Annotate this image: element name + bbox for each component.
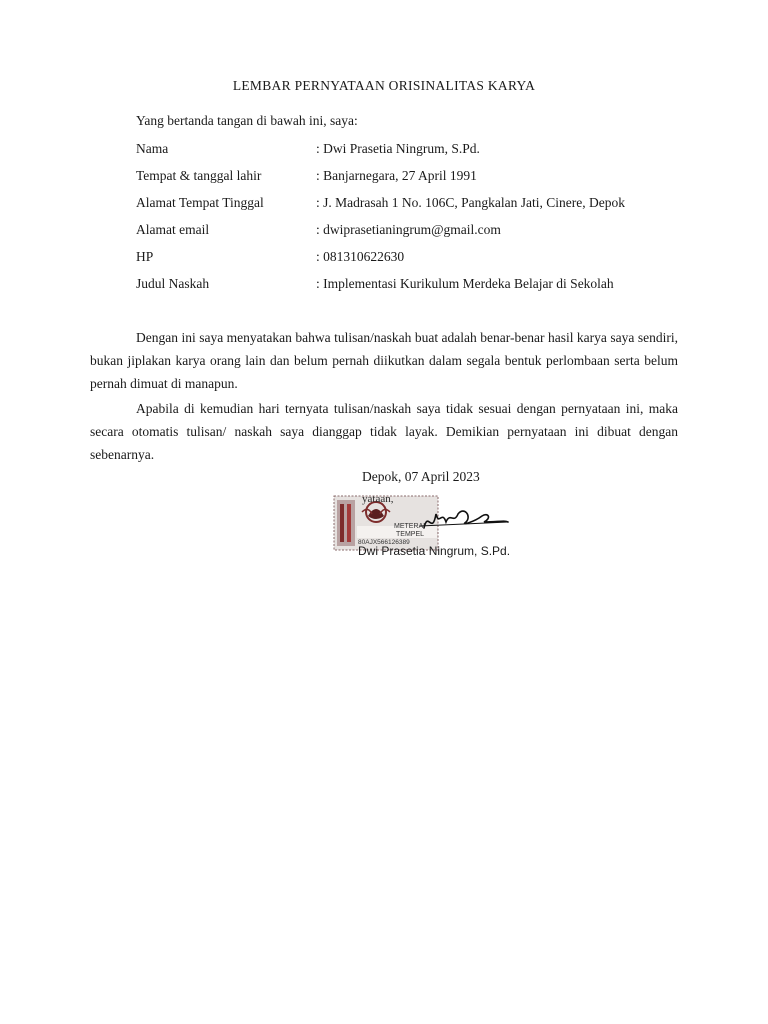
field-row-name <box>136 141 480 157</box>
place-date: Depok, 07 April 2023 <box>362 469 480 484</box>
field-label: Tempat & tanggal lahir <box>136 168 262 183</box>
stamp-text-line2: TEMPEL <box>396 531 425 538</box>
field-row-birth <box>136 168 477 184</box>
document-title: LEMBAR PERNYATAAN ORISINALITAS KARYA <box>232 78 536 93</box>
field-value: : J. Madrasah 1 No. 106C, Pangkalan Jati, Cinere, Depok <box>316 195 625 210</box>
field-label: HP <box>136 249 154 264</box>
field-label: Nama <box>136 141 169 156</box>
field-value: : Banjarnegara, 27 April 1991 <box>316 168 477 183</box>
field-label: Alamat Tempat Tinggal <box>136 195 264 210</box>
statement-paragraph: Dengan ini saya menyatakan bahwa tulisan/naskah buat adalah benar-benar hasil karya saya sendiri, bukan jiplakan karya orang lain dan belum pernah diikutkan dalam segala bentuk perlombaan serta belum pernah dimuat di manapun. <box>90 330 678 391</box>
field-label: Alamat email <box>136 222 210 237</box>
field-row-email <box>136 222 501 238</box>
field-value: : dwiprasetianingrum@gmail.com <box>316 222 501 237</box>
field-row-phone <box>136 249 404 265</box>
signature-caption: yataan, <box>362 493 394 505</box>
field-label: Judul Naskah <box>136 276 210 291</box>
field-value: : Dwi Prasetia Ningrum, S.Pd. <box>316 141 480 156</box>
signature-block <box>332 492 512 564</box>
field-value: : Implementasi Kurikulum Merdeka Belajar di Sekolah <box>316 276 614 291</box>
field-row-title <box>136 276 614 292</box>
field-row-address <box>136 195 625 211</box>
stamp-text-line1: METERAI <box>394 523 426 530</box>
signer-name: Dwi Prasetia Ningrum, S.Pd. <box>358 544 511 558</box>
field-value: : 081310622630 <box>316 249 405 264</box>
consequence-paragraph: Apabila di kemudian hari ternyata tulisan/naskah saya tidak sesuai dengan pernyataan ini, maka secara otomatis tulisan/ naskah saya dianggap tidak layak. Demikian pernyataan ini dibuat dengan sebenarnya. <box>90 401 678 462</box>
intro-text: Yang bertanda tangan di bawah ini, saya: <box>136 113 358 128</box>
stamp-serial: 80AJX566126389 <box>358 539 410 546</box>
